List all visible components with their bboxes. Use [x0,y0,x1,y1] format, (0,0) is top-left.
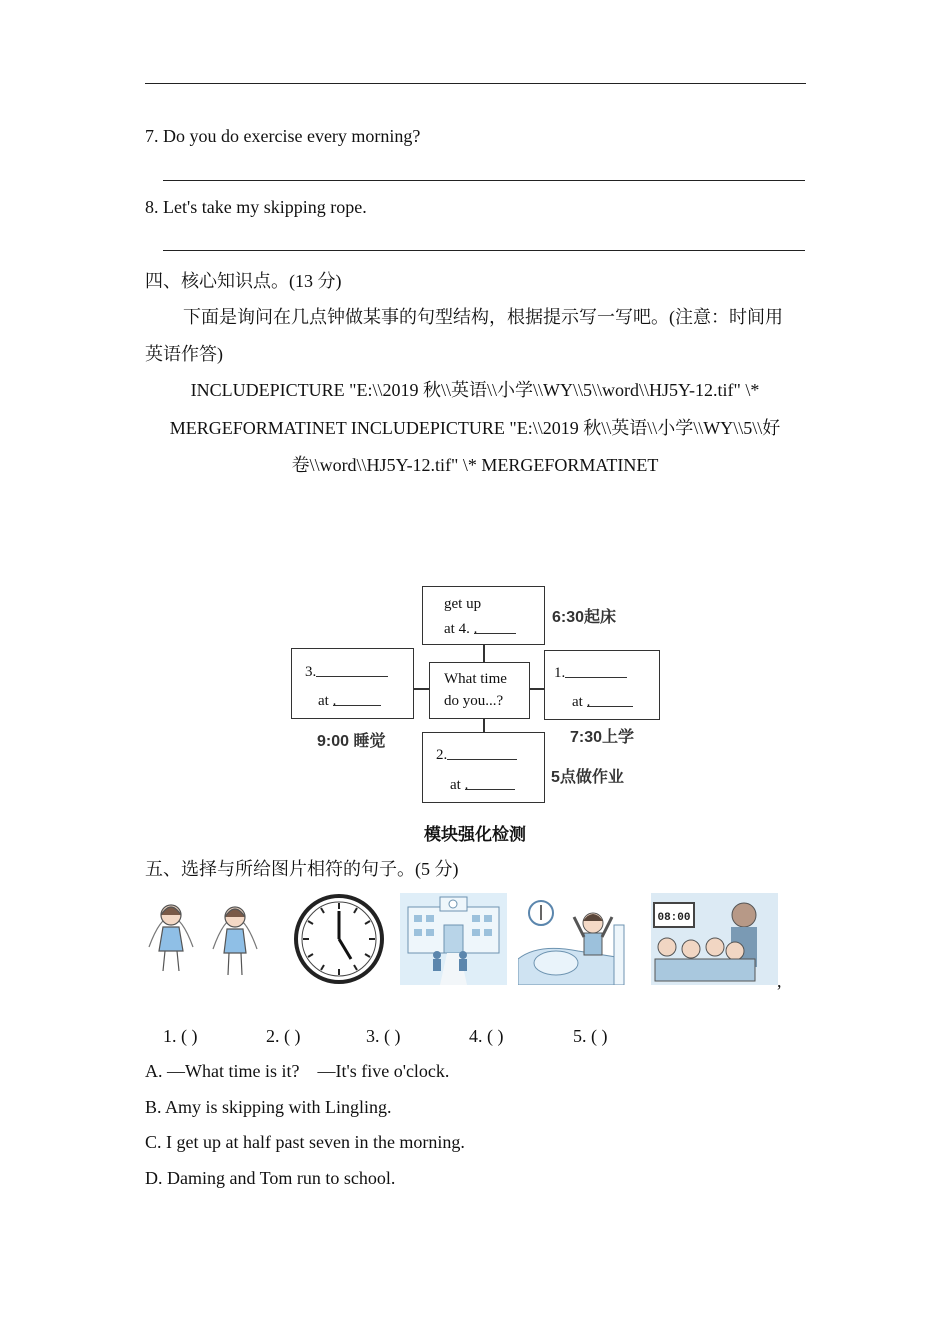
answer-blank-1[interactable]: 1. ( ) [163,1026,198,1046]
right-line-1 [554,665,565,682]
blank-top[interactable] [474,621,516,634]
field-code-line-1: INCLUDEPICTURE "E:\\2019 秋\\英语\\小学\\WY\\5\\word\\HJ5Y-12.tif" \* [190,380,760,400]
top-hint: 6:30起床 [552,609,617,626]
bottom-line-2: at . [450,777,468,794]
left-line-1 [305,664,316,681]
picture-5-classroom [651,893,778,985]
center-line-2: do you...? [444,693,504,709]
top-line-2-wrap: at 4. . [444,621,477,638]
question-8: 8. Let's take my skipping rope. [145,197,367,217]
question-7: 7. Do you do exercise every morning? [145,126,421,146]
option-a: A. —What time is it? —It's five o'clock. [145,1061,450,1081]
blank-right-time[interactable] [587,694,633,707]
left-num: 3. [305,664,317,680]
left-hint: 9:00 睡觉 [317,733,386,750]
answer-blank-5[interactable]: 5. ( ) [573,1026,608,1046]
answer-line-top [145,83,806,84]
picture-3-school [400,893,507,985]
module-title: 模块强化检测 [424,825,526,845]
center-line-1: What time [444,671,507,687]
right-box [544,650,660,720]
left-at: at [318,693,329,709]
left-line-2: at . [318,693,336,710]
top-line-2: at 4. [444,621,470,637]
girl-right-icon [213,907,257,975]
picture-2-clock [293,893,385,985]
top-box [422,586,545,645]
connector-top [483,643,485,662]
option-b: B. Amy is skipping with Lingling. [145,1097,392,1117]
answer-blank-4[interactable]: 4. ( ) [469,1026,504,1046]
bottom-num: 2. [436,747,448,763]
right-line-2: at . [572,694,590,711]
answer-blank-2[interactable]: 2. ( ) [266,1026,301,1046]
connector-bottom [483,717,485,732]
picture-1-skipping-girls [143,893,268,985]
bottom-box [422,732,545,803]
answer-line-8[interactable] [163,250,805,251]
answer-line-7[interactable] [163,180,805,181]
blank-bottom-activity[interactable] [447,747,517,760]
blank-bottom-time[interactable] [465,777,515,790]
section-4-instruction-2: 英语作答) [145,344,223,364]
option-d: D. Daming and Tom run to school. [145,1168,396,1188]
blank-left-time[interactable] [333,693,381,706]
right-num: 1. [554,665,566,681]
answer-blank-3[interactable]: 3. ( ) [366,1026,401,1046]
connector-right [529,688,544,690]
option-c: C. I get up at half past seven in the morning. [145,1132,465,1152]
field-code-line-3: 卷\\word\\HJ5Y-12.tif" \* MERGEFORMATINET [291,455,659,475]
section-4-heading: 四、核心知识点。(13 分) [145,271,342,291]
blank-right-activity[interactable] [565,665,627,678]
right-hint: 7:30上学 [570,729,635,746]
section-4-instruction-1: 下面是询问在几点钟做某事的句型结构，根据提示写一写吧。(注意：时间用 [183,307,783,327]
girl-left-icon [149,905,193,971]
center-box [429,662,530,719]
picture-4-getting-up [518,893,628,985]
bottom-hint: 5点做作业 [551,769,624,786]
picture-trailing-comma: , [777,971,782,991]
bottom-line-1 [436,747,447,764]
connector-left [413,688,429,690]
bottom-at: at [450,777,461,793]
section-5-heading: 五、选择与所给图片相符的句子。(5 分) [145,859,459,879]
classroom-clock-display: 08:00 [657,912,691,924]
right-at: at [572,694,583,710]
blank-left-activity[interactable] [316,664,388,677]
answer-blanks-row [163,1026,653,1047]
left-box [291,648,414,719]
field-code-line-2: MERGEFORMATINET INCLUDEPICTURE "E:\\2019 秋\\英语\\小学\\WY\\5\\好 [169,418,781,438]
top-line-1: get up [444,596,482,612]
